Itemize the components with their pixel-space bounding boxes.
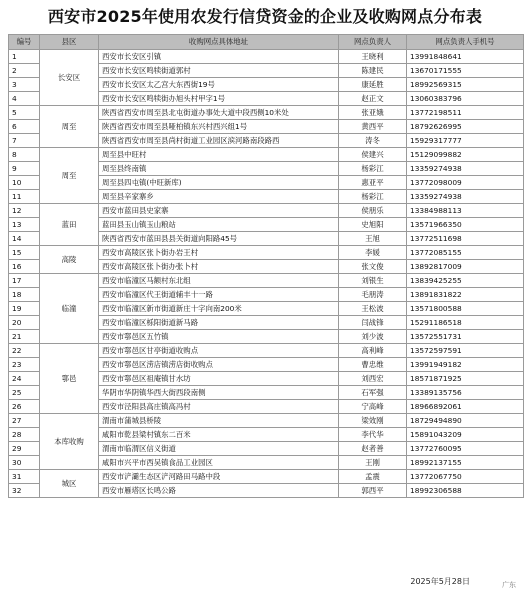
- district-cell: 蓝田: [40, 204, 99, 246]
- phone-cell: 18992569315: [407, 78, 524, 92]
- row-number: 17: [9, 274, 40, 288]
- person-cell: 闫战锋: [339, 316, 407, 330]
- row-number: 3: [9, 78, 40, 92]
- row-number: 30: [9, 456, 40, 470]
- address-cell: 西安市浐灞生态区浐河路田马路中段: [99, 470, 339, 484]
- address-cell: 周至县中旺村: [99, 148, 339, 162]
- person-cell: 康延胜: [339, 78, 407, 92]
- address-cell: 西安市临潼区代王街道辅丰十一路: [99, 288, 339, 302]
- row-number: 6: [9, 120, 40, 134]
- phone-cell: 13670171555: [407, 64, 524, 78]
- person-cell: 张文俊: [339, 260, 407, 274]
- phone-cell: 18792626995: [407, 120, 524, 134]
- district-cell: 本库收购: [40, 414, 99, 470]
- row-number: 2: [9, 64, 40, 78]
- row-number: 23: [9, 358, 40, 372]
- address-cell: 渭南市临渭区信义街道: [99, 442, 339, 456]
- table-row: [9, 148, 524, 162]
- address-cell: 陕西省西安市周至县北屯街道办事处大道中段西侧10米处: [99, 106, 339, 120]
- address-cell: 西安市高陵区张卜街办岩王村: [99, 246, 339, 260]
- phone-cell: 13571966350: [407, 218, 524, 232]
- row-number: 8: [9, 148, 40, 162]
- phone-cell: 18966892061: [407, 400, 524, 414]
- address-cell: 周至县四屯镇(中旺新库): [99, 176, 339, 190]
- person-cell: 李代华: [339, 428, 407, 442]
- phone-cell: 13772067750: [407, 470, 524, 484]
- address-cell: 西安市鄠邑区五竹镇: [99, 330, 339, 344]
- district-cell: 鄠邑: [40, 344, 99, 414]
- row-number: 4: [9, 92, 40, 106]
- row-number: 1: [9, 50, 40, 64]
- person-cell: 刘少波: [339, 330, 407, 344]
- phone-cell: 13389135756: [407, 386, 524, 400]
- district-cell: 周至: [40, 148, 99, 204]
- address-cell: 西安市鄠邑区甘亭街道收购点: [99, 344, 339, 358]
- phone-cell: 13571800588: [407, 302, 524, 316]
- address-cell: 渭南市蒲城县桥陵: [99, 414, 339, 428]
- phone-cell: 15929317777: [407, 134, 524, 148]
- phone-cell: 13892817009: [407, 260, 524, 274]
- district-cell: 临潼: [40, 274, 99, 344]
- person-cell: 王刚: [339, 456, 407, 470]
- person-cell: 高利峰: [339, 344, 407, 358]
- row-number: 10: [9, 176, 40, 190]
- row-number: 14: [9, 232, 40, 246]
- person-cell: 惠亚平: [339, 176, 407, 190]
- person-cell: 毛朋涛: [339, 288, 407, 302]
- address-cell: 西安市鄠邑区涝店镇涝店街收购点: [99, 358, 339, 372]
- phone-cell: 15891043209: [407, 428, 524, 442]
- person-cell: 刘银生: [339, 274, 407, 288]
- address-cell: 华阴市华阴镇华西大街西段南侧: [99, 386, 339, 400]
- person-cell: 梁效刚: [339, 414, 407, 428]
- row-number: 27: [9, 414, 40, 428]
- person-cell: 王晓利: [339, 50, 407, 64]
- phone-cell: 13991949182: [407, 358, 524, 372]
- address-cell: 陕西省西安市周至县尚村街道工业园区滨河路南段路西: [99, 134, 339, 148]
- address-cell: 陕西省西安市蓝田县县关街道向阳路45号: [99, 232, 339, 246]
- row-number: 16: [9, 260, 40, 274]
- phone-cell: 13891831822: [407, 288, 524, 302]
- table-row: [9, 470, 524, 484]
- corner-mark: 广东: [502, 581, 516, 589]
- table-row: [9, 50, 524, 64]
- table-row: [9, 106, 524, 120]
- header-person: 网点负责人: [339, 35, 407, 50]
- person-cell: 涛冬: [339, 134, 407, 148]
- row-number: 32: [9, 484, 40, 498]
- phone-cell: 13572551731: [407, 330, 524, 344]
- row-number: 12: [9, 204, 40, 218]
- phone-cell: 13572597591: [407, 344, 524, 358]
- person-cell: 陈建民: [339, 64, 407, 78]
- phone-cell: 15129099882: [407, 148, 524, 162]
- row-number: 7: [9, 134, 40, 148]
- address-cell: 咸阳市乾县梁村镇东二百米: [99, 428, 339, 442]
- person-cell: 黄西平: [339, 120, 407, 134]
- address-cell: 西安市高陵区张卜街办张卜村: [99, 260, 339, 274]
- person-cell: 李媛: [339, 246, 407, 260]
- person-cell: 刘西宏: [339, 372, 407, 386]
- row-number: 25: [9, 386, 40, 400]
- person-cell: 宁高峰: [339, 400, 407, 414]
- row-number: 11: [9, 190, 40, 204]
- person-cell: 赵正文: [339, 92, 407, 106]
- row-number: 29: [9, 442, 40, 456]
- address-cell: 西安市泾阳县高庄镇高冯村: [99, 400, 339, 414]
- person-cell: 张亚娥: [339, 106, 407, 120]
- phone-cell: 13772085155: [407, 246, 524, 260]
- header-number: 编号: [9, 35, 40, 50]
- table-row: [9, 414, 524, 428]
- district-cell: 高陵: [40, 246, 99, 274]
- phone-cell: 15291186518: [407, 316, 524, 330]
- row-number: 13: [9, 218, 40, 232]
- row-number: 28: [9, 428, 40, 442]
- person-cell: 赵者善: [339, 442, 407, 456]
- header-address: 收购网点具体地址: [99, 35, 339, 50]
- row-number: 24: [9, 372, 40, 386]
- phone-cell: 13060383796: [407, 92, 524, 106]
- table-header-row: [9, 35, 524, 50]
- phone-cell: 18992137155: [407, 456, 524, 470]
- phone-cell: 18992306588: [407, 484, 524, 498]
- row-number: 21: [9, 330, 40, 344]
- phone-cell: 13991848641: [407, 50, 524, 64]
- phone-cell: 18571871925: [407, 372, 524, 386]
- phone-cell: 13772098009: [407, 176, 524, 190]
- table-row: [9, 274, 524, 288]
- address-cell: 西安市蓝田县史家寨: [99, 204, 339, 218]
- address-cell: 西安市临潼区栎阳街道新马路: [99, 316, 339, 330]
- address-cell: 蓝田县玉山镇玉山粮站: [99, 218, 339, 232]
- table-row: [9, 246, 524, 260]
- table-row: [9, 344, 524, 358]
- footer-date: 2025年5月28日: [410, 577, 470, 586]
- person-cell: 杨彩江: [339, 162, 407, 176]
- person-cell: 杨彩江: [339, 190, 407, 204]
- row-number: 20: [9, 316, 40, 330]
- address-cell: 西安市临潼区新市街道新庄十字向南200米: [99, 302, 339, 316]
- address-cell: 陕西省西安市周至县哑柏镇东兴村西兴组1号: [99, 120, 339, 134]
- header-phone: 网点负责人手机号: [407, 35, 524, 50]
- distribution-table: [8, 34, 524, 498]
- district-cell: 长安区: [40, 50, 99, 106]
- district-cell: 周至: [40, 106, 99, 148]
- person-cell: 史旭阳: [339, 218, 407, 232]
- table-body: [9, 50, 524, 498]
- address-cell: 西安市临潼区马额村东北组: [99, 274, 339, 288]
- row-number: 31: [9, 470, 40, 484]
- person-cell: 侯建兴: [339, 148, 407, 162]
- page-title: 西安市2025年使用农发行信贷资金的企业及收购网点分布表: [47, 7, 483, 26]
- address-cell: 周至县辛家寨乡: [99, 190, 339, 204]
- phone-cell: 13839425255: [407, 274, 524, 288]
- row-number: 26: [9, 400, 40, 414]
- address-cell: 西安市长安区鸣犊街办旭头村甲字1号: [99, 92, 339, 106]
- person-cell: 侯朋乐: [339, 204, 407, 218]
- person-cell: 王松波: [339, 302, 407, 316]
- phone-cell: 13384988113: [407, 204, 524, 218]
- row-number: 9: [9, 162, 40, 176]
- row-number: 5: [9, 106, 40, 120]
- address-cell: 西安市长安区鸣犊街道郭村: [99, 64, 339, 78]
- district-cell: 城区: [40, 470, 99, 498]
- address-cell: 咸阳市兴平市西吴镇食品工业园区: [99, 456, 339, 470]
- table-row: [9, 204, 524, 218]
- phone-cell: 18729494890: [407, 414, 524, 428]
- row-number: 15: [9, 246, 40, 260]
- phone-cell: 13359274938: [407, 190, 524, 204]
- row-number: 19: [9, 302, 40, 316]
- phone-cell: 13772198511: [407, 106, 524, 120]
- person-cell: 王旭: [339, 232, 407, 246]
- row-number: 18: [9, 288, 40, 302]
- person-cell: 孟震: [339, 470, 407, 484]
- phone-cell: 13772511698: [407, 232, 524, 246]
- person-cell: 郭西平: [339, 484, 407, 498]
- address-cell: 西安市鄠邑区祖庵镇甘水坊: [99, 372, 339, 386]
- row-number: 22: [9, 344, 40, 358]
- phone-cell: 13772760095: [407, 442, 524, 456]
- header-district: 县区: [40, 35, 99, 50]
- phone-cell: 13359274938: [407, 162, 524, 176]
- address-cell: 西安市雁塔区长鸣公路: [99, 484, 339, 498]
- address-cell: 西安市长安区引镇: [99, 50, 339, 64]
- person-cell: 曹忠维: [339, 358, 407, 372]
- address-cell: 西安市长安区太乙宫大东西街19号: [99, 78, 339, 92]
- address-cell: 周至县终南镇: [99, 162, 339, 176]
- person-cell: 石军强: [339, 386, 407, 400]
